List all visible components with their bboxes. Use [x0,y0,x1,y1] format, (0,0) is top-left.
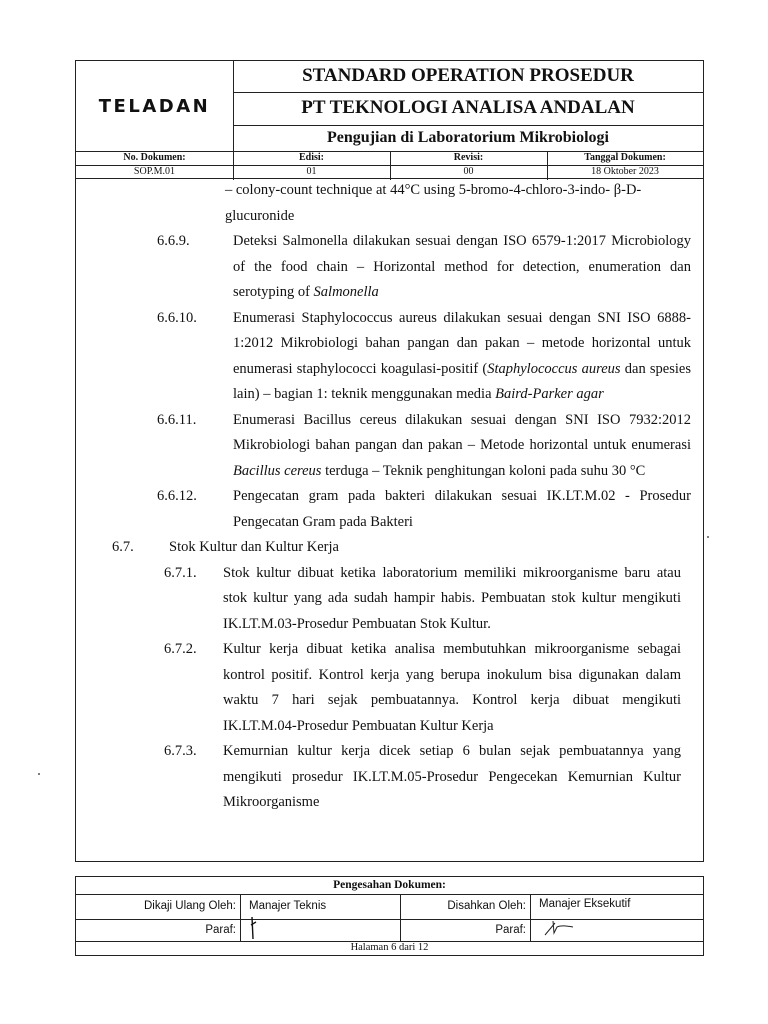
divider [233,92,703,93]
section-heading [75,535,704,561]
meta-date [547,151,703,180]
paraf-label: Paraf: [401,919,531,941]
doc-type-title: STANDARD OPERATION PROSEDUR [302,65,634,86]
paraf-label: Paraf: [76,919,241,941]
meta-value: 01 [306,166,317,177]
handwritten-signature-icon [541,917,591,941]
text-line: – colony-count technique at 44°C using 5-bromo-4-chloro-3-indo- β-D- [225,182,642,198]
text-run: Enumerasi Bacillus cereus dilakukan sesuai dengan SNI ISO 7932:2012 Mikrobiologi bahan pangan dan pakan – Metode horizontal untuk enumerasi [233,411,691,453]
list-item [75,484,704,535]
document-body [75,178,704,816]
meta-value: 00 [463,166,474,177]
item-number: 6.7.1. [164,564,197,581]
text-run: Enumerasi Staphylococcus aureus dilakukan sesuai dengan SNI ISO 6888-1:2012 Mikrobiologi bahan pangan dan pakan – metode horizontal untuk enumerasi staphylococci koagulasi-positif ( [233,309,691,377]
text-line: glucuronide [225,207,295,224]
item-text [233,408,691,485]
item-number: 6.6.10. [157,309,197,326]
italic-text: Bacillus cereus [233,462,322,479]
meta-edition [233,151,391,180]
item-text: Kemurnian kultur kerja dicek setiap 6 bulan sejak pembuatannya yang mengikuti prosedur IK.LT.M.05-Prosedur Pengecekan Kemurnian Kultur Mikroorganisme [223,743,681,810]
list-item [75,306,704,408]
list-item [75,637,704,739]
item-text [233,306,691,408]
signature-cell [531,919,703,941]
continued-text [225,178,683,229]
approval-row [76,894,703,920]
scan-speck [38,773,40,775]
item-text: Kultur kerja dibuat ketika analisa membutuhkan mikroorganisme sebagai kontrol positif. Kontrol kerja yang berupa inokulum bisa digunakan dalam waktu 7 hari sejak pembuatannya. Kontrol kerja dibuat mengikuti IK.LT.M.04-Prosedur Pembuatan Kultur Kerja [223,641,681,734]
section-number: 6.7. [112,539,134,555]
company-name: PT TEKNOLOGI ANALISA ANDALAN [301,97,635,118]
approval-title: Pengesahan Dokumen: [76,877,703,895]
meta-label: Revisi: [453,152,484,163]
item-number: 6.7.2. [164,641,197,657]
item-text: Pengecatan gram pada bakteri dilakukan sesuai IK.LT.M.02 - Prosedur Pengecatan Gram pada Bakteri [233,488,691,530]
meta-value: 18 Oktober 2023 [591,166,659,177]
scan-speck [707,536,709,538]
divider [233,125,703,126]
approval-table [75,876,704,956]
italic-text: Baird-Parker agar [495,386,604,402]
approved-label: Disahkan Oleh: [401,894,531,919]
list-item [75,229,704,306]
document-header [75,60,704,179]
item-number: 6.6.9. [157,233,190,249]
list-item [75,408,704,485]
frame-border-bottom [75,861,704,862]
item-text: Stok kultur dibuat ketika laboratorium memiliki mikroorganisme baru atau stok kultur yang ada sudah hampir habis. Pembuatan stok kultur mengikuti IK.LT.M.03-Prosedur Pembuatan Stok Kultur. [223,564,681,632]
list-item [75,561,704,638]
item-text [233,229,691,306]
item-number: 6.7.3. [164,743,197,759]
section-title: Stok Kultur dan Kultur Kerja [169,539,339,555]
reviewed-value: Manajer Teknis [241,894,401,919]
text-run: Deteksi Salmonella dilakukan sesuai dengan ISO 6579-1:2017 Microbiology of the food chain – Horizontal method for detection, enumeration dan serotyping of [233,233,691,300]
signature-row [76,919,703,942]
meta-doc-number [76,151,234,180]
meta-label: Tanggal Dokumen: [584,152,666,163]
signature-cell [241,919,401,941]
reviewed-label: Dikaji Ulang Oleh: [76,894,241,919]
text-run: terduga – Teknik penghitungan koloni pada suhu 30 °C [321,462,646,479]
logo-cell [76,61,234,151]
item-number: 6.6.11. [157,411,197,428]
handwritten-signature-icon [243,913,283,943]
item-number: 6.6.12. [157,488,197,504]
list-item [75,739,704,816]
meta-label: Edisi: [298,152,324,163]
italic-text: Salmonella [313,284,379,300]
company-logo: TELADAN [98,95,211,117]
title-cell [233,61,703,151]
meta-value: SOP.M.01 [133,166,176,177]
meta-label: No. Dokumen: [123,152,186,163]
approved-value: Manajer Eksekutif [539,898,631,910]
page-number: Halaman 6 dari 12 [350,942,429,953]
text-run: dan spesies lain) – bagian 1: teknik menggunakan media [233,360,691,402]
doc-subject: Pengujian di Laboratorium Mikrobiologi [327,129,609,146]
meta-revision [390,151,548,180]
italic-text: Staphylococcus aureus [487,360,621,377]
